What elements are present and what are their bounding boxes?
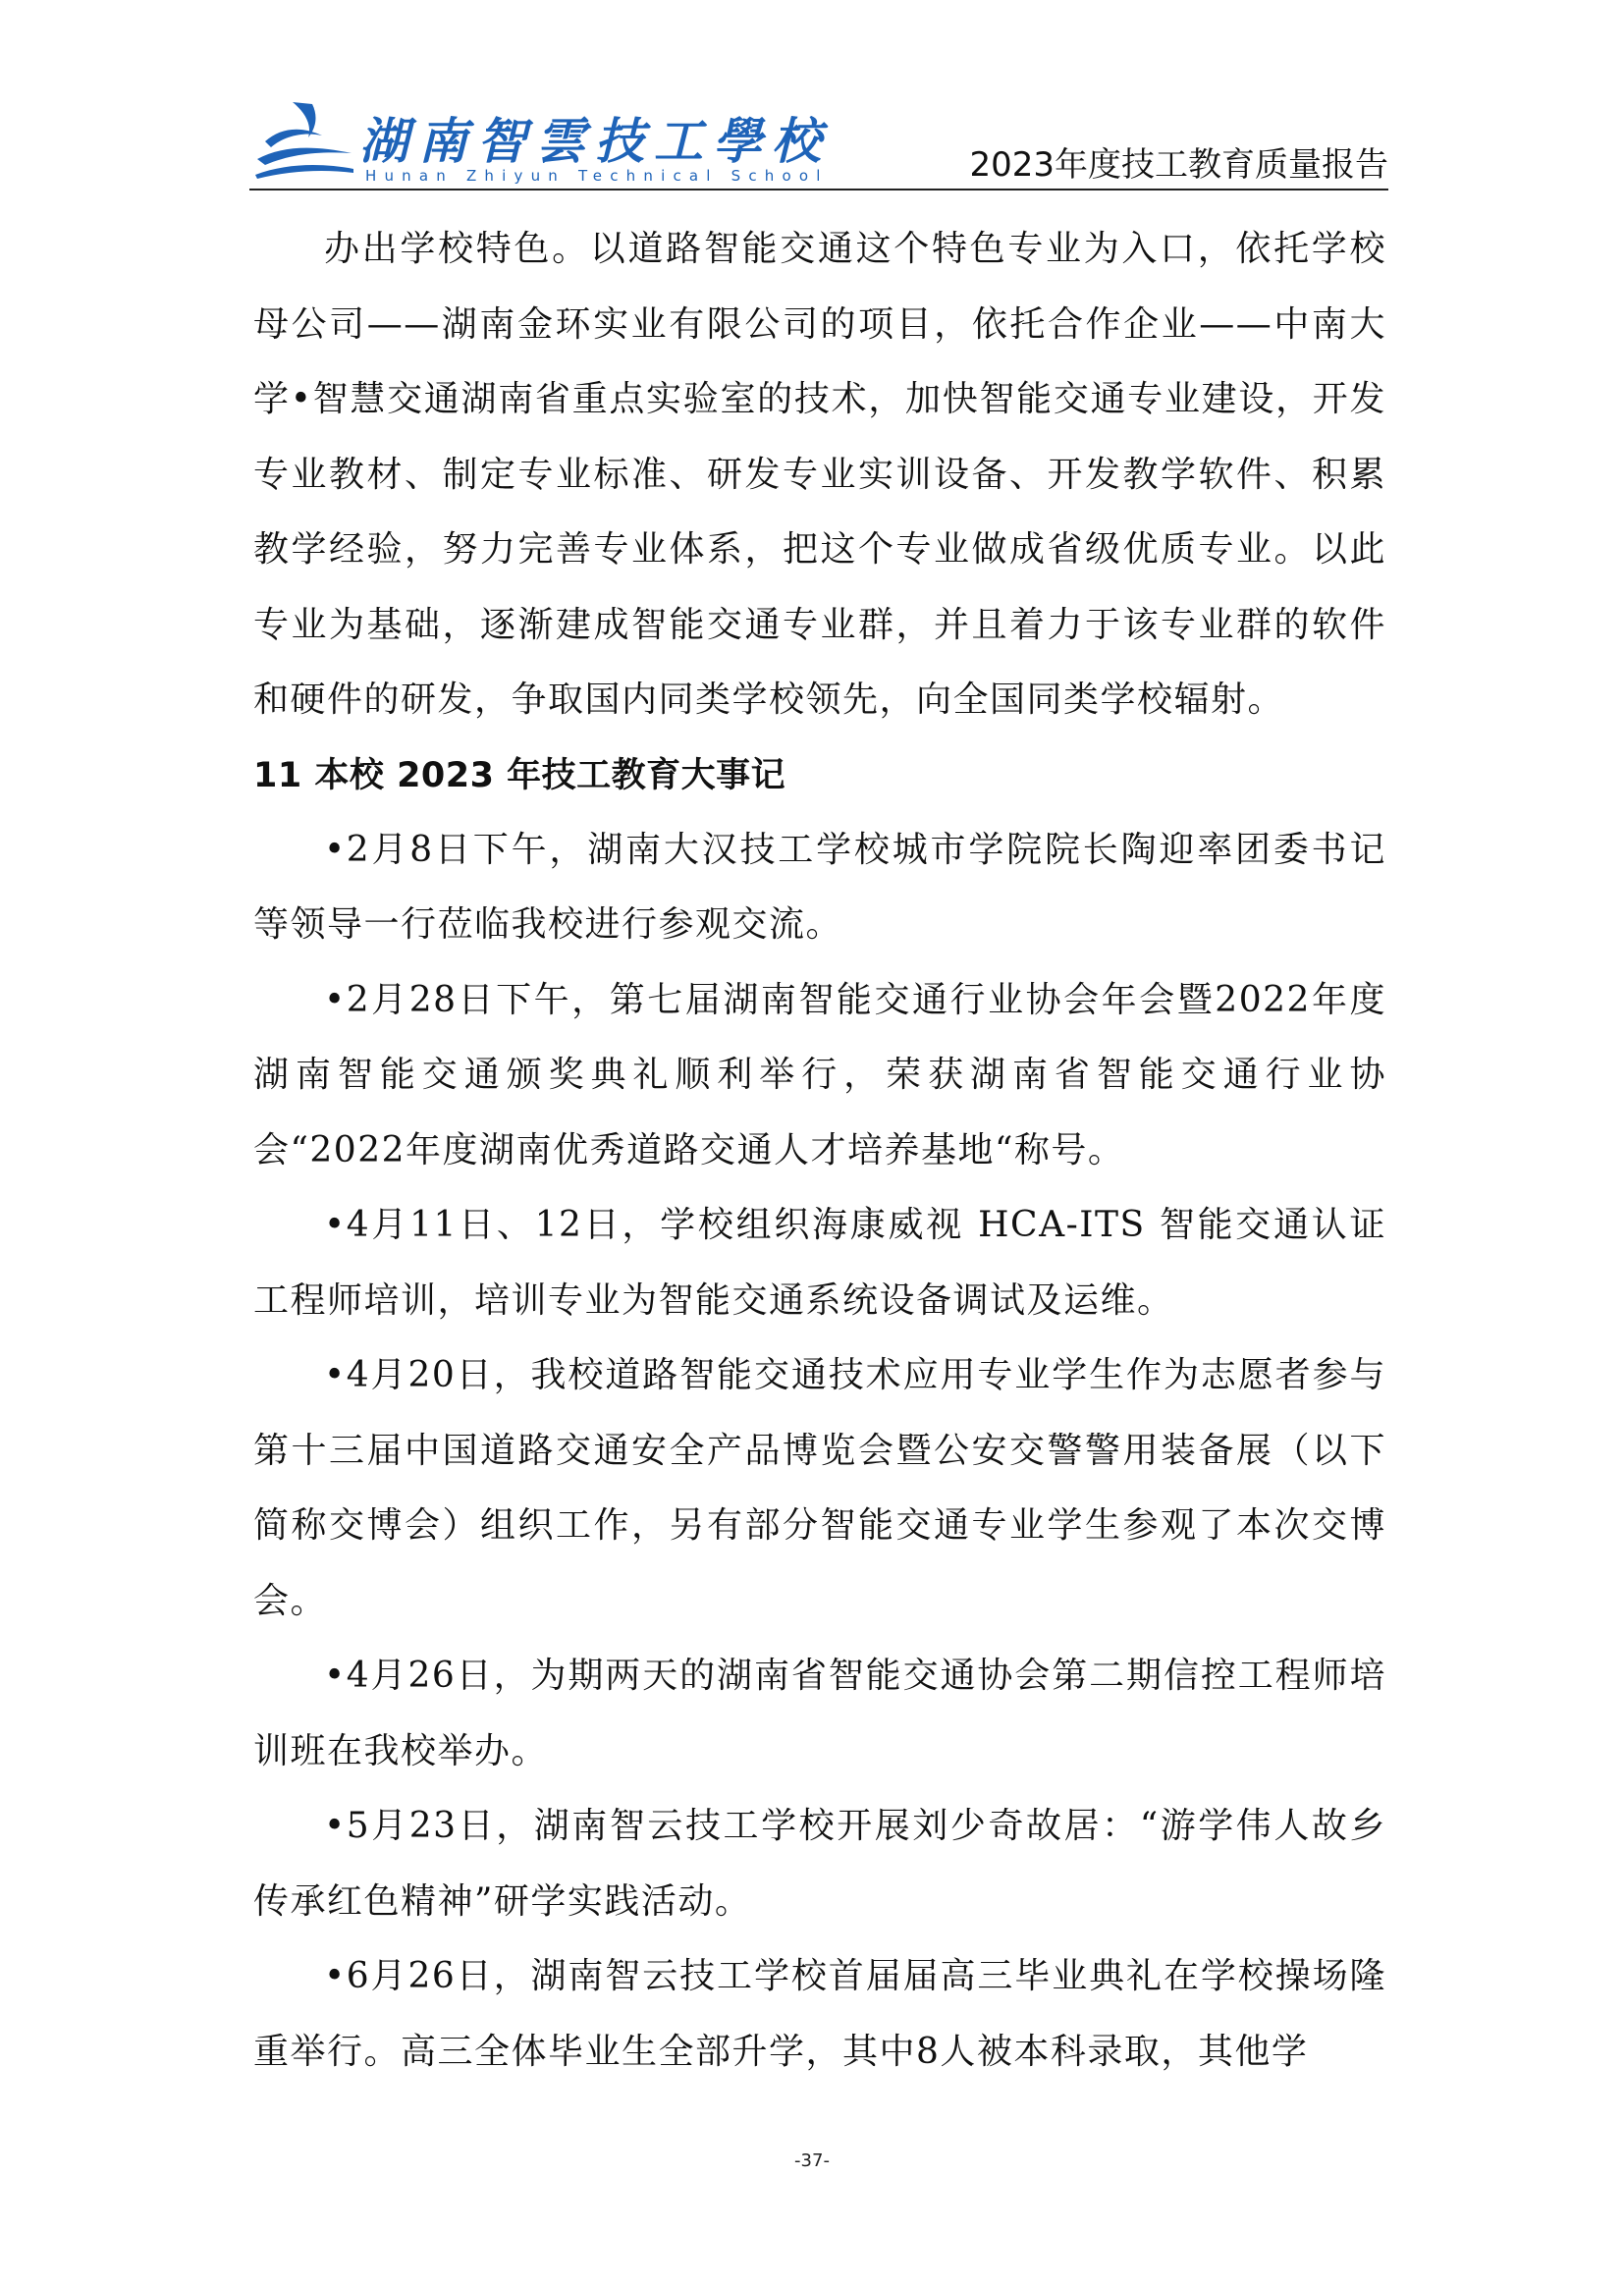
event-item: •4月20日，我校道路智能交通技术应用专业学生作为志愿者参与第十三届中国道路交通安全产品博览会暨公安交警警用装备展（以下简称交博会）组织工作，另有部分智能交通专业学生参观了本次交博会。 bbox=[253, 1355, 1386, 1621]
school-name-cn: 湖南智雲技工學校 bbox=[359, 112, 831, 170]
page-content bbox=[253, 212, 1386, 2090]
intro-paragraph: 办出学校特色。以道路智能交通这个特色专业为入口，依托学校母公司——湖南金环实业有限公司的项目，依托合作企业——中南大学•智慧交通湖南省重点实验室的技术，加快智能交通专业建设，开发专业教材、制定专业标准、研发专业实训设备、开发教学软件、积累教学经验，努力完善专业体系，把这个专业做成省级优质专业。以此专业为基础，逐渐建成智能交通专业群，并且着力于该专业群的软件和硬件的研发，争取国内同类学校领先，向全国同类学校辐射。 bbox=[253, 229, 1386, 720]
event-item: •2月8日下午，湖南大汉技工学校城市学院院长陶迎率团委书记等领导一行莅临我校进行参观交流。 bbox=[253, 829, 1386, 945]
page-number: -37- bbox=[794, 2150, 830, 2171]
school-logo-icon bbox=[253, 98, 355, 181]
event-item: •6月26日，湖南智云技工学校首届届高三毕业典礼在学校操场隆重举行。高三全体毕业生全部升学，其中8人被本科录取，其他学 bbox=[253, 1956, 1386, 2072]
page-header bbox=[0, 0, 1624, 196]
event-item: •4月11日、12日，学校组织海康威视 HCA-ITS 智能交通认证工程师培训，培训专业为智能交通系统设备调试及运维。 bbox=[253, 1205, 1386, 1321]
report-title: 2023年度技工教育质量报告 bbox=[969, 145, 1388, 185]
event-item: •2月28日下午，第七届湖南智能交通行业协会年会暨2022年度湖南智能交通颁奖典礼顺利举行，荣获湖南省智能交通行业协会“2022年度湖南优秀道路交通人才培养基地“称号。 bbox=[253, 979, 1386, 1170]
event-item: •4月26日，为期两天的湖南省智能交通协会第二期信控工程师培训班在我校举办。 bbox=[253, 1656, 1386, 1771]
section-heading: 11 本校 2023 年技工教育大事记 bbox=[253, 755, 786, 795]
event-item: •5月23日，湖南智云技工学校开展刘少奇故居：“游学伟人故乡传承红色精神”研学实践活动。 bbox=[253, 1806, 1386, 1922]
school-name-en: Hunan Zhiyun Technical School bbox=[365, 167, 829, 185]
header-divider bbox=[249, 189, 1388, 190]
